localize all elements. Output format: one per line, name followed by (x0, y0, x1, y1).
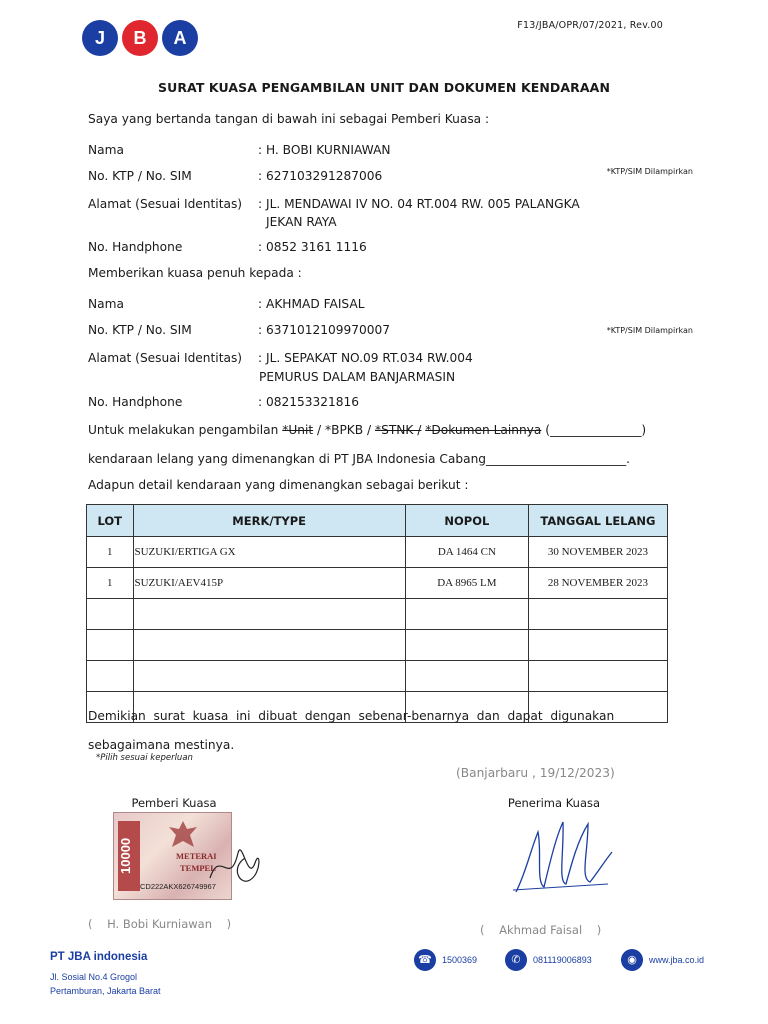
option-unit: *Unit (282, 423, 314, 437)
grantor-address-label: Alamat (Sesuai Identitas) (88, 197, 243, 211)
footer-company-name: PT JBA indonesia (50, 951, 148, 963)
grantor-name-label: Nama (88, 143, 124, 157)
logo-letter-j: J (82, 20, 118, 56)
grantee-ktp-label: No. KTP / No. SIM (88, 323, 192, 337)
intro-text: Saya yang bertanda tangan di bawah ini sebagai Pemberi Kuasa : (88, 112, 490, 126)
grantor-ktp: : 627103291287006 (258, 169, 383, 183)
cell-lot (87, 661, 134, 692)
footer-whatsapp: 081119006893 (533, 955, 592, 965)
cell-tanggal: 28 NOVEMBER 2023 (528, 568, 667, 599)
cell-lot: 1 (87, 568, 134, 599)
cell-tanggal (528, 630, 667, 661)
purpose-line (88, 423, 646, 437)
whatsapp-icon: ✆ (505, 949, 527, 971)
auction-line: kendaraan lelang yang dimenangkan di PT JBA Indonesia Cabang_______________________. (88, 452, 631, 466)
grantor-printed-name: ( H. Bobi Kurniawan ) (88, 917, 232, 931)
cell-lot: 1 (87, 537, 134, 568)
grantee-phone: : 082153321816 (258, 395, 360, 409)
purpose-sep2: / (363, 423, 376, 437)
table-row (87, 661, 668, 692)
cell-nopol (405, 599, 528, 630)
cell-nopol: DA 1464 CN (405, 537, 528, 568)
stamp-value: 10000 (118, 821, 140, 891)
grantee-name: : AKHMAD FAISAL (258, 297, 365, 311)
footer-website: www.jba.co.id (649, 955, 705, 965)
grantor-ktp-label: No. KTP / No. SIM (88, 169, 192, 183)
grantee-name-label: Nama (88, 297, 124, 311)
footer-address-line2: Pertamburan, Jakarta Barat (50, 986, 161, 996)
place-date: (Banjarbaru , 19/12/2023) (456, 766, 615, 780)
footnote: *Pilih sesuai keperluan (96, 753, 193, 763)
header-nopol: NOPOL (405, 505, 528, 537)
grantee-ktp-note: *KTP/SIM Dilampirkan (606, 326, 693, 335)
table-row (87, 599, 668, 630)
vehicle-table (86, 504, 668, 723)
table-row (87, 537, 668, 568)
grantor-phone: : 0852 3161 1116 (258, 240, 367, 254)
closing-line2: sebagaimana mestinya. (88, 738, 235, 752)
header-tanggal-lelang: TANGGAL LELANG (528, 505, 667, 537)
cell-lot (87, 630, 134, 661)
purpose-sep1: / (313, 423, 325, 437)
detail-line: Adapun detail kendaraan yang dimenangkan sebagai berikut : (88, 478, 469, 492)
grantor-address-line1: : JL. MENDAWAI IV NO. 04 RT.004 RW. 005 PALANGKA (258, 197, 580, 211)
cell-nopol (405, 630, 528, 661)
option-other-documents: *Dokumen Lainnya (425, 423, 542, 437)
footer-phone: 1500369 (442, 955, 478, 965)
cell-nopol: DA 8965 LM (405, 568, 528, 599)
cell-tanggal: 30 NOVEMBER 2023 (528, 537, 667, 568)
grantee-address-line2: PEMURUS DALAM BANJARMASIN (259, 370, 456, 384)
cell-merk-type: SUZUKI/AEV415P (133, 568, 405, 599)
document-reference: F13/JBA/OPR/07/2021, Rev.00 (517, 20, 663, 31)
footer-address-line1: Jl. Sosial No.4 Grogol (50, 972, 138, 982)
grantor-name: : H. BOBI KURNIAWAN (258, 143, 391, 157)
header-lot: LOT (87, 505, 134, 537)
grantee-ktp: : 6371012109970007 (258, 323, 391, 337)
grantee-address-label: Alamat (Sesuai Identitas) (88, 351, 243, 365)
grant-line: Memberikan kuasa penuh kepada : (88, 266, 302, 280)
logo-letter-a: A (162, 20, 198, 56)
grantee-phone-label: No. Handphone (88, 395, 183, 409)
cell-nopol (405, 661, 528, 692)
closing-line1: Demikian surat kuasa ini dibuat dengan sebenar-benarnya dan dapat digunakan (88, 709, 615, 723)
grantee-title: Penerima Kuasa (507, 796, 601, 810)
cell-merk-type (133, 661, 405, 692)
purpose-suffix: (_______________) (541, 423, 647, 437)
grantor-title: Pemberi Kuasa (131, 796, 217, 810)
grantor-signature (200, 828, 270, 898)
grantee-signature (508, 812, 618, 904)
option-stnk: *STNK / (375, 423, 422, 437)
logo-letter-b: B (122, 20, 158, 56)
table-row (87, 630, 668, 661)
cell-lot (87, 599, 134, 630)
grantor-address-line2: JEKAN RAYA (266, 215, 337, 229)
stamp-text-1: METERAI (176, 851, 217, 861)
jba-logo (82, 20, 200, 58)
cell-merk-type (133, 599, 405, 630)
grantor-ktp-note: *KTP/SIM Dilampirkan (606, 167, 693, 176)
grantee-address-line1: : JL. SEPAKAT NO.09 RT.034 RW.004 (258, 351, 473, 365)
cell-tanggal (528, 661, 667, 692)
phone-icon: ☎ (414, 949, 436, 971)
garuda-emblem-icon (166, 819, 200, 851)
globe-icon: ◉ (621, 949, 643, 971)
grantee-printed-name: ( Akhmad Faisal ) (480, 923, 602, 937)
table-row (87, 568, 668, 599)
header-merk-type: MERK/TYPE (133, 505, 405, 537)
cell-tanggal (528, 599, 667, 630)
stamp-text-2: TEMPEL (180, 863, 216, 873)
option-bpkb: *BPKB (325, 423, 364, 437)
table-header-row (87, 505, 668, 537)
grantor-phone-label: No. Handphone (88, 240, 183, 254)
stamp-serial: CD222AKX626749967 (140, 882, 216, 891)
document-title: SURAT KUASA PENGAMBILAN UNIT DAN DOKUMEN KENDARAAN (157, 80, 611, 95)
purpose-prefix: Untuk melakukan pengambilan (88, 423, 283, 437)
cell-merk-type (133, 630, 405, 661)
cell-merk-type: SUZUKI/ERTIGA GX (133, 537, 405, 568)
